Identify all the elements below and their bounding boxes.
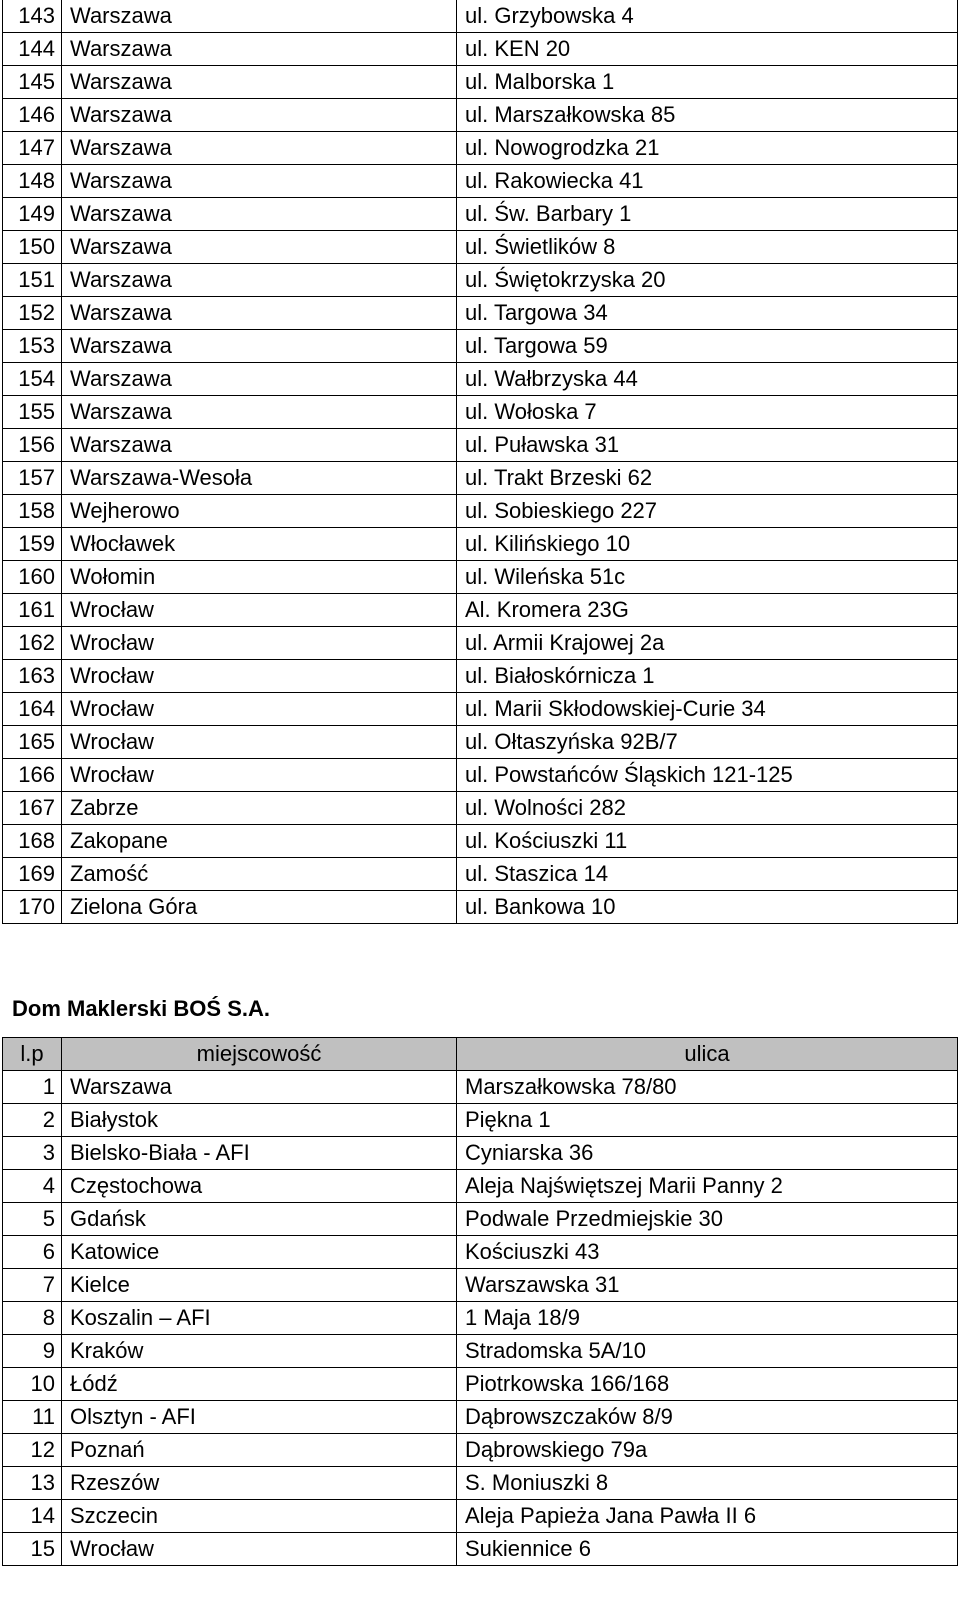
row-number: 170 [3,891,62,924]
row-number: 4 [3,1170,62,1203]
table-row [3,363,958,396]
row-number: 155 [3,396,62,429]
row-number: 14 [3,1500,62,1533]
row-number: 148 [3,165,62,198]
section-heading: Dom Maklerski BOŚ S.A. [12,996,270,1021]
row-number: 13 [3,1467,62,1500]
row-city: Olsztyn - AFI [62,1401,457,1434]
row-street: ul. Marii Skłodowskiej-Curie 34 [457,693,958,726]
row-number: 150 [3,231,62,264]
table-row [3,891,958,924]
row-number: 152 [3,297,62,330]
table-row [3,462,958,495]
table-row [3,264,958,297]
row-street: Piękna 1 [457,1104,958,1137]
row-city: Warszawa [62,429,457,462]
row-number: 167 [3,792,62,825]
table-row [3,627,958,660]
table-row [3,1302,958,1335]
row-city: Rzeszów [62,1467,457,1500]
row-city: Koszalin – AFI [62,1302,457,1335]
table-row [3,1368,958,1401]
row-street: ul. Puławska 31 [457,429,958,462]
row-city: Poznań [62,1434,457,1467]
row-street: Marszałkowska 78/80 [457,1071,958,1104]
row-street: ul. Grzybowska 4 [457,0,958,33]
row-number: 165 [3,726,62,759]
branch-table-continued [2,0,958,924]
row-number: 9 [3,1335,62,1368]
row-city: Warszawa [62,363,457,396]
row-city: Wrocław [62,693,457,726]
table-row [3,297,958,330]
row-city: Katowice [62,1236,457,1269]
row-number: 5 [3,1203,62,1236]
row-street: Dąbrowszczaków 8/9 [457,1401,958,1434]
table-row [3,330,958,363]
row-city: Zabrze [62,792,457,825]
table-row [3,1236,958,1269]
table-row [3,33,958,66]
table-row [3,693,958,726]
table-row [3,231,958,264]
row-number: 169 [3,858,62,891]
table-row [3,165,958,198]
row-number: 162 [3,627,62,660]
row-city: Warszawa [62,198,457,231]
row-city: Warszawa [62,297,457,330]
row-city: Włocławek [62,528,457,561]
row-street: Al. Kromera 23G [457,594,958,627]
table-row [3,495,958,528]
table-row [3,792,958,825]
row-street: ul. Białoskórnicza 1 [457,660,958,693]
row-number: 153 [3,330,62,363]
row-street: 1 Maja 18/9 [457,1302,958,1335]
row-city: Wrocław [62,627,457,660]
row-city: Bielsko-Biała - AFI [62,1137,457,1170]
row-number: 164 [3,693,62,726]
row-street: ul. Wolności 282 [457,792,958,825]
row-city: Warszawa [62,231,457,264]
row-city: Warszawa [62,66,457,99]
row-number: 159 [3,528,62,561]
row-city: Warszawa [62,1071,457,1104]
row-number: 154 [3,363,62,396]
row-city: Warszawa [62,165,457,198]
row-street: ul. Targowa 34 [457,297,958,330]
row-number: 7 [3,1269,62,1302]
row-number: 12 [3,1434,62,1467]
row-number: 146 [3,99,62,132]
row-number: 143 [3,0,62,33]
row-street: ul. Świetlików 8 [457,231,958,264]
row-street: ul. Sobieskiego 227 [457,495,958,528]
header-lp: l.p [3,1038,62,1071]
row-number: 149 [3,198,62,231]
row-number: 158 [3,495,62,528]
row-city: Gdańsk [62,1203,457,1236]
branch-table-body [3,1071,958,1566]
row-city: Zielona Góra [62,891,457,924]
table-row [3,528,958,561]
table-row [3,66,958,99]
row-number: 10 [3,1368,62,1401]
row-city: Warszawa [62,132,457,165]
row-street: ul. Malborska 1 [457,66,958,99]
row-number: 168 [3,825,62,858]
row-city: Kielce [62,1269,457,1302]
row-street: Sukiennice 6 [457,1533,958,1566]
row-number: 3 [3,1137,62,1170]
row-number: 166 [3,759,62,792]
row-city: Wrocław [62,660,457,693]
table-row [3,759,958,792]
table-row [3,1071,958,1104]
table-row [3,858,958,891]
row-number: 147 [3,132,62,165]
row-city: Warszawa [62,0,457,33]
row-city: Zamość [62,858,457,891]
row-street: ul. Staszica 14 [457,858,958,891]
row-number: 161 [3,594,62,627]
row-street: ul. Marszałkowska 85 [457,99,958,132]
row-street: ul. Powstańców Śląskich 121-125 [457,759,958,792]
row-street: Aleja Najświętszej Marii Panny 2 [457,1170,958,1203]
table-row [3,1401,958,1434]
table-row [3,1500,958,1533]
row-city: Warszawa [62,264,457,297]
row-city: Warszawa-Wesoła [62,462,457,495]
branch-table-body [3,0,958,924]
row-number: 151 [3,264,62,297]
row-street: ul. Rakowiecka 41 [457,165,958,198]
row-street: ul. Trakt Brzeski 62 [457,462,958,495]
table-row [3,1203,958,1236]
row-city: Szczecin [62,1500,457,1533]
table-row [3,1335,958,1368]
row-street: ul. Targowa 59 [457,330,958,363]
header-row [3,1038,958,1071]
table-row [3,99,958,132]
table-header [3,1038,958,1071]
table-row [3,825,958,858]
table-row [3,660,958,693]
header-city: miejscowość [62,1038,457,1071]
row-street: Podwale Przedmiejskie 30 [457,1203,958,1236]
row-number: 6 [3,1236,62,1269]
row-city: Wrocław [62,726,457,759]
row-city: Wołomin [62,561,457,594]
table-row [3,1137,958,1170]
row-street: Aleja Papieża Jana Pawła II 6 [457,1500,958,1533]
row-city: Warszawa [62,396,457,429]
row-street: ul. Wałbrzyska 44 [457,363,958,396]
row-street: Stradomska 5A/10 [457,1335,958,1368]
row-number: 157 [3,462,62,495]
row-city: Warszawa [62,99,457,132]
row-city: Łódź [62,1368,457,1401]
row-street: Piotrkowska 166/168 [457,1368,958,1401]
row-city: Częstochowa [62,1170,457,1203]
row-number: 1 [3,1071,62,1104]
table-row [3,198,958,231]
row-city: Białystok [62,1104,457,1137]
row-number: 144 [3,33,62,66]
row-city: Wrocław [62,1533,457,1566]
row-city: Warszawa [62,330,457,363]
row-street: ul. Świętokrzyska 20 [457,264,958,297]
row-city: Kraków [62,1335,457,1368]
table-row [3,1467,958,1500]
row-city: Wejherowo [62,495,457,528]
row-street: ul. Bankowa 10 [457,891,958,924]
table-row [3,1104,958,1137]
row-number: 2 [3,1104,62,1137]
table-row [3,1434,958,1467]
table-row [3,132,958,165]
row-street: Cyniarska 36 [457,1137,958,1170]
row-street: ul. Wołoska 7 [457,396,958,429]
row-number: 8 [3,1302,62,1335]
table-row [3,1170,958,1203]
row-city: Wrocław [62,594,457,627]
table-row [3,561,958,594]
row-number: 160 [3,561,62,594]
row-number: 156 [3,429,62,462]
table-row [3,594,958,627]
row-street: ul. Kilińskiego 10 [457,528,958,561]
dm-bos-branch-table [2,1037,958,1566]
table-row [3,726,958,759]
row-number: 163 [3,660,62,693]
header-street: ulica [457,1038,958,1071]
table-row [3,1533,958,1566]
row-street: ul. Armii Krajowej 2a [457,627,958,660]
row-street: Warszawska 31 [457,1269,958,1302]
table-row [3,1269,958,1302]
row-street: ul. Św. Barbary 1 [457,198,958,231]
row-street: ul. Kościuszki 11 [457,825,958,858]
row-street: Kościuszki 43 [457,1236,958,1269]
row-number: 15 [3,1533,62,1566]
row-number: 145 [3,66,62,99]
row-street: ul. Ołtaszyńska 92B/7 [457,726,958,759]
table-row [3,396,958,429]
table-row [3,0,958,33]
table-row [3,429,958,462]
row-street: ul. KEN 20 [457,33,958,66]
row-city: Warszawa [62,33,457,66]
row-city: Wrocław [62,759,457,792]
row-street: Dąbrowskiego 79a [457,1434,958,1467]
row-street: ul. Wileńska 51c [457,561,958,594]
row-street: ul. Nowogrodzka 21 [457,132,958,165]
row-city: Zakopane [62,825,457,858]
row-number: 11 [3,1401,62,1434]
row-street: S. Moniuszki 8 [457,1467,958,1500]
